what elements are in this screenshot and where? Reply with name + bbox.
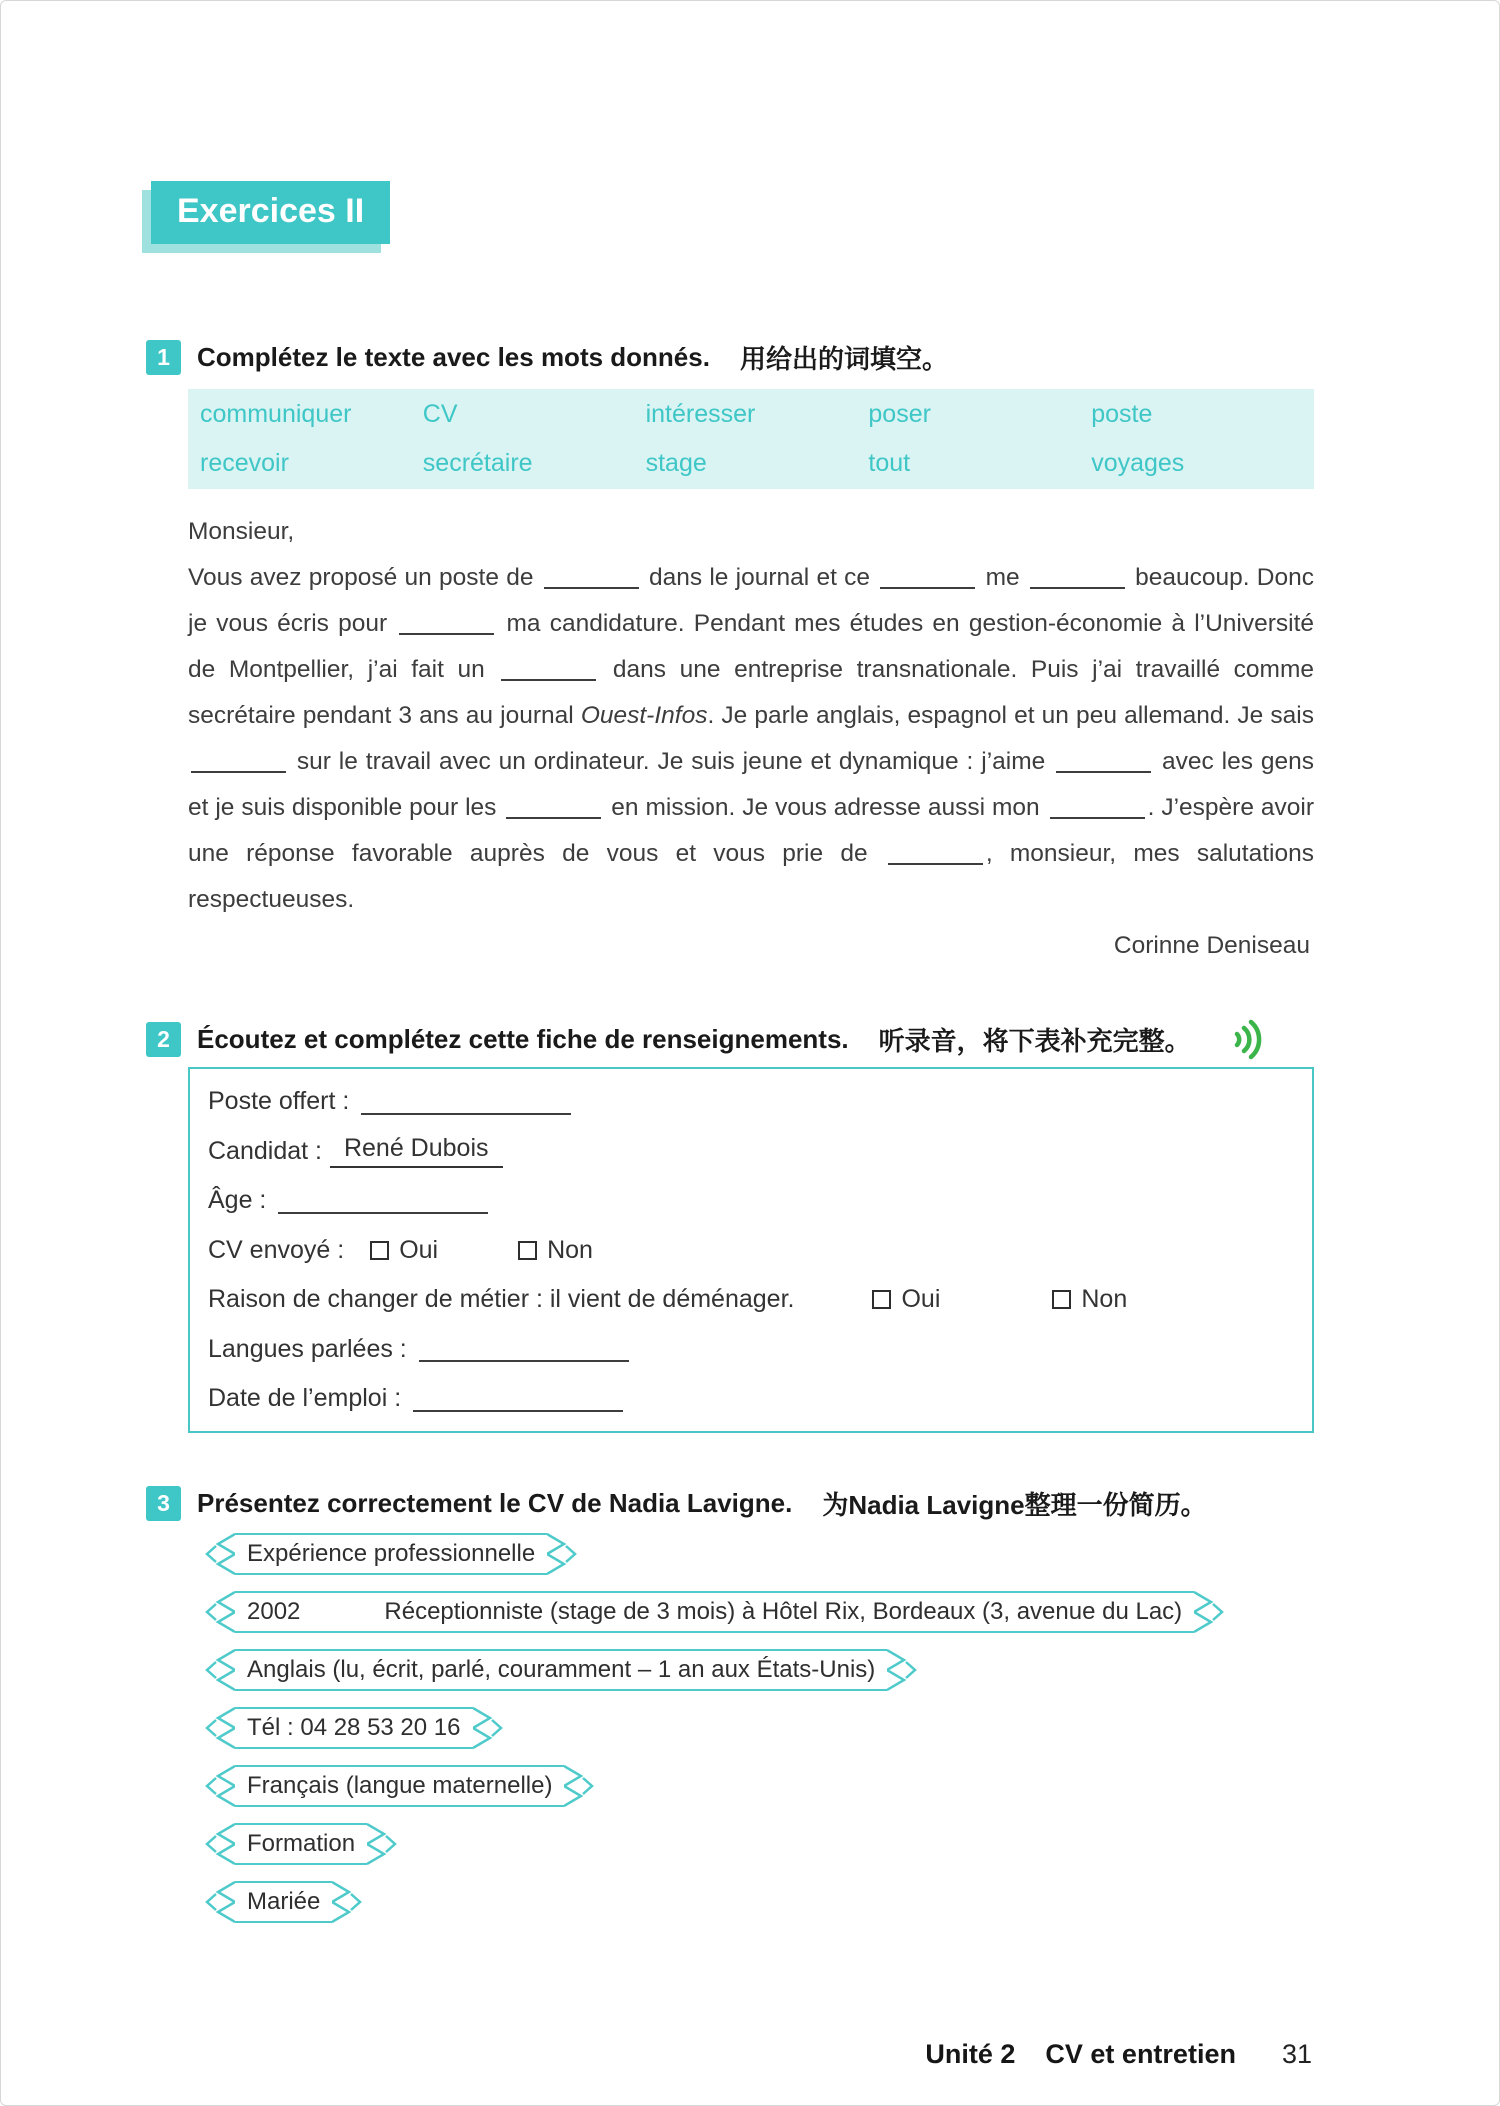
fill-in-blank[interactable] bbox=[501, 659, 596, 681]
cv-fragment-1[interactable] bbox=[205, 1591, 1224, 1633]
fiche-row-raison bbox=[208, 1275, 1294, 1325]
checkbox-raison-oui[interactable] bbox=[872, 1290, 891, 1309]
raison-label: Raison de changer de métier : il vient de déménager. bbox=[208, 1285, 795, 1314]
fiche-row-langues bbox=[208, 1325, 1294, 1375]
fill-in-blank[interactable] bbox=[888, 843, 983, 865]
audio-icon[interactable] bbox=[1225, 1017, 1269, 1061]
checkbox-cv-oui-label: Oui bbox=[399, 1235, 439, 1264]
poste-offert-blank[interactable] bbox=[361, 1113, 571, 1115]
cv-fragment-2[interactable] bbox=[205, 1649, 917, 1691]
langues-blank[interactable] bbox=[419, 1360, 629, 1362]
fill-in-blank[interactable] bbox=[1030, 567, 1125, 589]
letter-block bbox=[188, 509, 1314, 969]
fill-in-blank[interactable] bbox=[1050, 797, 1145, 819]
ribbon-zigzag-left-icon bbox=[205, 1649, 235, 1691]
exercise-2-title-fr: Écoutez et complétez cette fiche de renseignements. bbox=[197, 1023, 849, 1054]
exercises-section-title: Exercices II bbox=[177, 192, 365, 230]
cv-fragment-0[interactable] bbox=[205, 1533, 577, 1575]
cv-fragment-text: Expérience professionnelle bbox=[235, 1533, 547, 1575]
cv-fragment-text: Anglais (lu, écrit, parlé, couramment – 1 an aux États-Unis) bbox=[235, 1649, 887, 1691]
cv-fragments-list bbox=[205, 1533, 1224, 1923]
candidat-label: Candidat : bbox=[208, 1136, 322, 1165]
fill-in-blank[interactable] bbox=[399, 613, 494, 635]
cv-fragment-5[interactable] bbox=[205, 1823, 397, 1865]
fill-in-blank[interactable] bbox=[544, 567, 639, 589]
word-bank-item: stage bbox=[645, 449, 707, 477]
checkbox-raison-non-label: Non bbox=[1081, 1285, 1128, 1314]
word-bank bbox=[188, 389, 1314, 489]
cv-fragment-text: Formation bbox=[235, 1823, 367, 1865]
ribbon-zigzag-left-icon bbox=[205, 1765, 235, 1807]
exercise-3-title-row bbox=[146, 1485, 1207, 1522]
word-bank-item: recevoir bbox=[200, 449, 289, 477]
ribbon-zigzag-left-icon bbox=[205, 1823, 235, 1865]
word-bank-item: communiquer bbox=[200, 400, 352, 428]
exercises-section-header bbox=[151, 181, 390, 244]
ribbon-zigzag-left-icon bbox=[205, 1591, 235, 1633]
fill-in-blank[interactable] bbox=[506, 797, 601, 819]
ribbon-zigzag-right-icon bbox=[473, 1707, 503, 1749]
exercise-2-number-badge: 2 bbox=[146, 1022, 181, 1057]
exercise-2-title-zh: 听录音，将下表补充完整。 bbox=[878, 1025, 1191, 1056]
checkbox-cv-oui[interactable] bbox=[370, 1241, 389, 1260]
exercise-2-title-row bbox=[146, 1017, 1269, 1061]
word-bank-item: secrétaire bbox=[422, 449, 533, 477]
footer-chapter-title: CV et entretien bbox=[1045, 2039, 1236, 2069]
cv-fragment-text: Français (langue maternelle) bbox=[235, 1765, 564, 1807]
journal-name-italic: Ouest-Infos bbox=[580, 702, 708, 729]
word-bank-item: tout bbox=[868, 449, 911, 477]
fiche-row-cv bbox=[208, 1226, 1294, 1276]
word-bank-item: poste bbox=[1091, 400, 1153, 428]
ribbon-zigzag-left-icon bbox=[205, 1707, 235, 1749]
letter-salutation: Monsieur, bbox=[188, 518, 295, 545]
page-footer bbox=[925, 2039, 1312, 2070]
exercise-1-number-badge: 1 bbox=[146, 340, 181, 375]
letter-body: Vous avez proposé un poste de dans le journal et ce me beaucoup. Donc je vous écris pour ma candidature. Pendant mes études en gestion-économie à l’Université de Montpellier, j’ai fait un dans une entreprise transnationale. Puis j’ai travaillé comme secrétaire pendant 3 ans au journal Ouest-Infos. Je parle anglais, espagnol et un peu allemand. Je sais sur le travail avec un ordinateur. Je suis jeune et dynamique : j’aime avec les gens et je suis disponible pour les en mission. Je vous adresse aussi mon . J’espère avoir une réponse favorable auprès de vous et vous prie de , monsieur, mes salutations respectueuses. bbox=[188, 564, 1315, 913]
cv-fragment-3[interactable] bbox=[205, 1707, 503, 1749]
footer-unit: Unité 2 bbox=[925, 2039, 1016, 2069]
footer-page-number: 31 bbox=[1281, 2039, 1312, 2069]
exercise-3-number-badge: 3 bbox=[146, 1486, 181, 1521]
exercise-3-title-fr: Présentez correctement le CV de Nadia Lavigne. bbox=[197, 1488, 793, 1518]
cv-fragment-text: Mariée bbox=[235, 1881, 332, 1923]
cv-envoye-label: CV envoyé : bbox=[208, 1235, 345, 1264]
cv-fragment-text: 2002 Réceptionniste (stage de 3 mois) à Hôtel Rix, Bordeaux (3, avenue du Lac) bbox=[235, 1591, 1194, 1633]
fiche-row-age bbox=[208, 1176, 1294, 1226]
checkbox-cv-non[interactable] bbox=[518, 1241, 537, 1260]
candidat-value: René Dubois bbox=[330, 1134, 503, 1168]
ribbon-zigzag-right-icon bbox=[332, 1881, 362, 1923]
exercise-1-title-fr: Complétez le texte avec les mots donnés. bbox=[197, 342, 710, 372]
langues-label: Langues parlées : bbox=[208, 1334, 407, 1363]
fiche-row-poste bbox=[208, 1077, 1294, 1127]
ribbon-zigzag-right-icon bbox=[1194, 1591, 1224, 1633]
ribbon-zigzag-right-icon bbox=[564, 1765, 594, 1807]
checkbox-cv-non-label: Non bbox=[547, 1235, 593, 1264]
date-emploi-label: Date de l’emploi : bbox=[208, 1384, 402, 1413]
fiche-row-candidat bbox=[208, 1127, 1294, 1177]
ribbon-zigzag-left-icon bbox=[205, 1533, 235, 1575]
fill-in-blank[interactable] bbox=[880, 567, 975, 589]
poste-offert-label: Poste offert : bbox=[208, 1087, 350, 1116]
ribbon-zigzag-right-icon bbox=[887, 1649, 917, 1691]
fill-in-blank[interactable] bbox=[191, 751, 286, 773]
word-bank-item: poser bbox=[868, 400, 931, 428]
checkbox-raison-non[interactable] bbox=[1052, 1290, 1071, 1309]
date-emploi-blank[interactable] bbox=[413, 1410, 623, 1412]
exercise-1-title-row bbox=[146, 339, 948, 376]
word-bank-item: voyages bbox=[1091, 449, 1185, 477]
ribbon-zigzag-left-icon bbox=[205, 1881, 235, 1923]
ribbon-zigzag-right-icon bbox=[367, 1823, 397, 1865]
checkbox-raison-oui-label: Oui bbox=[901, 1285, 941, 1314]
fiche-row-date bbox=[208, 1374, 1294, 1424]
age-blank[interactable] bbox=[278, 1212, 488, 1214]
cv-fragment-text: Tél : 04 28 53 20 16 bbox=[235, 1707, 473, 1749]
cv-fragment-6[interactable] bbox=[205, 1881, 362, 1923]
fill-in-blank[interactable] bbox=[1056, 751, 1151, 773]
word-bank-item: CV bbox=[422, 400, 458, 428]
word-bank-item: intéresser bbox=[645, 400, 756, 428]
age-label: Âge : bbox=[208, 1186, 267, 1215]
cv-fragment-4[interactable] bbox=[205, 1765, 594, 1807]
information-sheet bbox=[188, 1067, 1314, 1433]
letter-signature: Corinne Deniseau bbox=[1113, 932, 1310, 959]
exercise-1-title-zh: 用给出的词填空。 bbox=[739, 344, 948, 374]
ribbon-zigzag-right-icon bbox=[547, 1533, 577, 1575]
exercise-3-title-zh: 为Nadia Lavigne整理一份简历。 bbox=[822, 1490, 1207, 1520]
